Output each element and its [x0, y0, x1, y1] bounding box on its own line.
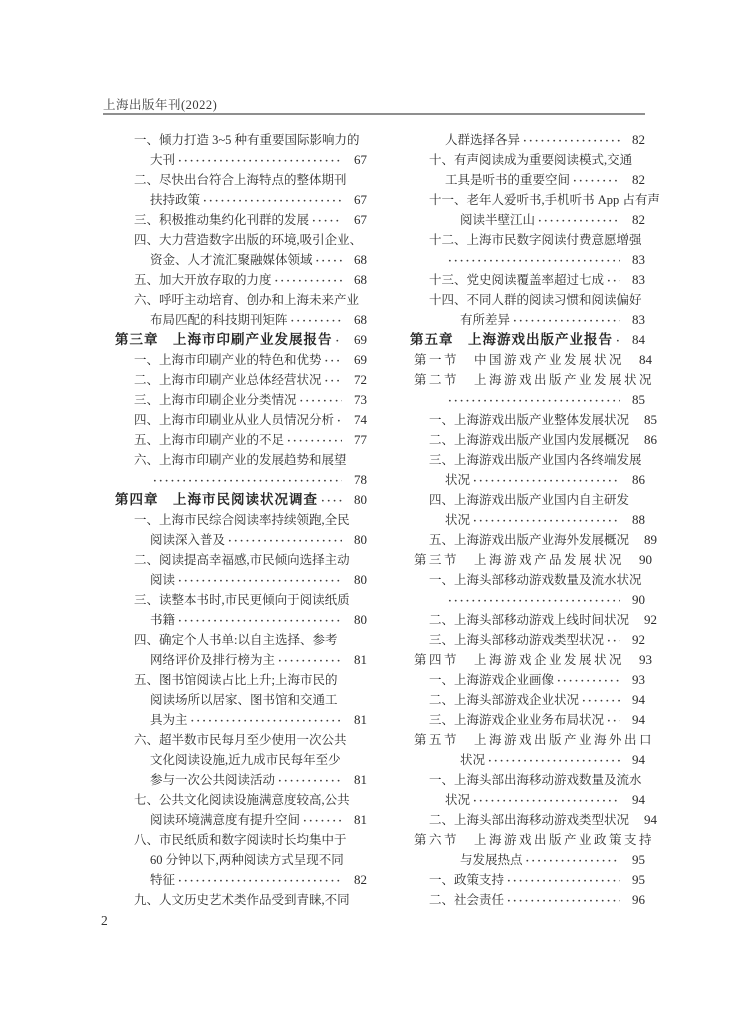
toc-page-number: 96: [632, 892, 645, 907]
toc-entry-text: 资金、人才流汇聚融媒体领域: [150, 253, 313, 267]
toc-line: [398, 810, 658, 830]
dot-leader: [448, 250, 620, 270]
toc-page-number: 68: [354, 272, 367, 287]
toc-line: [103, 150, 367, 170]
toc-entry-text: 网络评价及排行榜为主: [150, 653, 276, 667]
toc-line: [103, 750, 367, 770]
toc-line: [103, 170, 367, 190]
toc-line: [398, 210, 645, 230]
dot-leader: [507, 870, 620, 890]
toc-entry-text: 二、上海头部移动游戏上线时间状况: [429, 613, 630, 627]
dot-leader: [203, 190, 342, 210]
toc-line: [103, 270, 367, 290]
toc-entry-text: 一、上海市民综合阅读率持续领跑,全民: [134, 513, 350, 527]
toc-page-number: 78: [354, 472, 367, 487]
toc-line: [398, 890, 645, 910]
toc-entry-text: 五、图书馆阅读占比上升;上海市民的: [134, 673, 338, 687]
dot-leader: [325, 350, 342, 370]
toc-page-number: 86: [632, 472, 645, 487]
toc-line: [398, 130, 645, 150]
toc-line: [103, 290, 367, 310]
toc-entry-text: 二、阅读提高幸福感,市民倾向选择主动: [134, 553, 350, 567]
toc-entry-text: 状况: [445, 793, 471, 807]
toc-entry-text: 二、尽快出台符合上海特点的整体期刊: [134, 173, 347, 187]
toc-entry-text: 阅读半壁江山: [460, 213, 536, 227]
toc-page-number: 94: [632, 692, 645, 707]
toc-line: [398, 450, 645, 470]
toc-line: [398, 470, 645, 490]
toc-entry-text: 第一节 中国游戏产业发展状况: [414, 353, 625, 367]
table-of-contents: [103, 130, 660, 910]
toc-page-number: 80: [354, 572, 367, 587]
toc-page-number: 83: [632, 252, 645, 267]
toc-page-number: 94: [632, 792, 645, 807]
toc-line: [398, 690, 645, 710]
dot-leader: [607, 710, 620, 730]
toc-line: [103, 630, 367, 650]
toc-page-number: 92: [644, 612, 658, 627]
toc-page-number: 92: [632, 632, 645, 647]
toc-entry-text: 一、倾力打造 3~5 种有重要国际影响力的: [134, 133, 360, 147]
toc-line: [103, 590, 367, 610]
dot-leader: [573, 170, 620, 190]
toc-line: [103, 210, 367, 230]
toc-line: [103, 790, 367, 810]
toc-page-number: 68: [354, 312, 367, 327]
toc-entry-text: 二、上海游戏出版产业国内发展概况: [429, 433, 630, 447]
toc-page-number: 80: [354, 532, 367, 547]
toc-line: [398, 830, 655, 850]
toc-entry-text: 十二、上海市民数字阅读付费意愿增强: [429, 233, 642, 247]
toc-line: [103, 890, 367, 910]
toc-line: [398, 790, 645, 810]
dot-leader: [488, 750, 620, 770]
toc-entry-text: 一、政策支持: [429, 873, 505, 887]
toc-line: [398, 490, 645, 510]
toc-entry-text: 五、上海游戏出版产业海外发展概况: [429, 533, 630, 547]
dot-leader: [312, 210, 342, 230]
toc-page-number: 74: [354, 412, 367, 427]
toc-entry-text: 四、大力营造数字出版的环境,吸引企业、: [134, 233, 363, 247]
toc-page-number: 83: [632, 312, 645, 327]
toc-entry-text: 第五节 上海游戏出版产业海外出口: [414, 733, 655, 747]
toc-entry-text: 阅读深入普及: [150, 533, 226, 547]
toc-entry-text: 人群选择各异: [445, 133, 521, 147]
toc-entry-text: 第三节 上海游戏产品发展状况: [414, 553, 625, 567]
toc-entry-text: 三、读整本书时,市民更倾向于阅读纸质: [134, 593, 350, 607]
toc-line: [398, 310, 645, 330]
toc-entry-text: 布局匹配的科技期刊矩阵: [150, 313, 288, 327]
dot-leader: [191, 710, 342, 730]
toc-page-number: 95: [632, 852, 645, 867]
toc-line: [103, 190, 367, 210]
dot-leader: [275, 270, 342, 290]
dot-leader: [153, 470, 342, 490]
toc-page-number: 67: [354, 152, 367, 167]
toc-line: [103, 810, 367, 830]
toc-line: [103, 730, 367, 750]
toc-line: [398, 850, 645, 870]
toc-line: [103, 510, 367, 530]
toc-entry-text: 六、上海市印刷产业的发展趋势和展望: [134, 453, 347, 467]
dot-leader: [582, 690, 620, 710]
dot-leader: [526, 850, 620, 870]
toc-entry-text: 特征: [150, 873, 176, 887]
toc-column-right: [398, 130, 660, 910]
dot-leader: [278, 770, 342, 790]
toc-entry-text: 五、上海市印刷产业的不足: [134, 433, 285, 447]
toc-entry-text: 六、呼吁主动培育、创办和上海未来产业: [134, 293, 360, 307]
dot-leader: [303, 810, 342, 830]
toc-entry-text: 一、上海游戏出版产业整体发展状况: [429, 413, 630, 427]
toc-entry-text: 一、上海头部移动游戏数量及流水状况: [429, 573, 642, 587]
toc-line: [103, 330, 367, 350]
toc-page-number: 77: [354, 432, 367, 447]
dot-leader: [507, 890, 620, 910]
toc-line: [103, 250, 367, 270]
toc-line: [103, 770, 367, 790]
toc-line: [103, 350, 367, 370]
toc-entry-text: 扶持政策: [150, 193, 201, 207]
toc-page-number: 86: [644, 432, 658, 447]
toc-entry-text: 十一、老年人爱听书,手机听书 App 占有声: [429, 193, 660, 207]
dot-leader: [178, 150, 342, 170]
toc-page-number: 95: [632, 872, 645, 887]
toc-line: [103, 390, 367, 410]
toc-line: [103, 570, 367, 590]
dot-leader: [287, 430, 342, 450]
toc-page-number: 81: [354, 812, 367, 827]
toc-page-number: 90: [632, 592, 645, 607]
toc-page-number: 80: [354, 612, 367, 627]
toc-page-number: 73: [354, 392, 367, 407]
toc-page-number: 81: [354, 772, 367, 787]
dot-leader: [228, 530, 342, 550]
toc-entry-text: 文化阅读设施,近九成市民每年至少: [150, 753, 341, 767]
toc-line: [103, 130, 367, 150]
header-rule: [103, 113, 645, 115]
toc-page-number: 82: [632, 172, 645, 187]
toc-line: [103, 430, 367, 450]
toc-entry-text: 六、超半数市民每月至少使用一次公共: [134, 733, 347, 747]
toc-page-number: 81: [354, 712, 367, 727]
toc-line: [398, 670, 645, 690]
toc-line: [103, 610, 367, 630]
toc-page-number: 82: [354, 872, 367, 887]
toc-entry-text: 三、上海游戏出版产业国内各终端发展: [429, 453, 642, 467]
toc-entry-text: 四、上海市印刷业从业人员情况分析: [134, 413, 335, 427]
toc-line: [103, 530, 367, 550]
dot-leader: [448, 590, 620, 610]
toc-line: [103, 230, 367, 250]
toc-page-number: 89: [644, 532, 658, 547]
toc-entry-text: 大刊: [150, 153, 176, 167]
toc-entry-text: 三、上海头部移动游戏类型状况: [429, 633, 605, 647]
dot-leader: [513, 310, 620, 330]
toc-line: [398, 590, 645, 610]
toc-page-number: 82: [632, 212, 645, 227]
toc-page-number: 72: [354, 372, 367, 387]
toc-entry-text: 第四节 上海游戏企业发展状况: [414, 653, 625, 667]
toc-line: [103, 550, 367, 570]
toc-page-number: 85: [644, 412, 658, 427]
toc-page-number: 94: [644, 812, 658, 827]
dot-leader: [300, 390, 342, 410]
toc-page-number: 93: [632, 672, 645, 687]
toc-entry-text: 第六节 上海游戏出版产业政策支持: [414, 833, 655, 847]
toc-line: [103, 830, 367, 850]
toc-line: [103, 490, 367, 510]
running-head: 上海出版年刊(2022): [103, 98, 218, 112]
toc-page-number: 69: [354, 352, 367, 367]
toc-line: [398, 710, 645, 730]
toc-line: [398, 150, 645, 170]
toc-line: [398, 350, 653, 370]
toc-entry-text: 状况: [460, 753, 486, 767]
toc-page-number: 67: [354, 192, 367, 207]
toc-line: [103, 650, 367, 670]
toc-entry-text: 状况: [445, 513, 471, 527]
toc-entry-text: 参与一次公共阅读活动: [150, 773, 276, 787]
toc-line: [398, 610, 658, 630]
toc-line: [398, 550, 653, 570]
toc-line: [103, 470, 367, 490]
dot-leader: [278, 650, 342, 670]
toc-entry-text: 二、上海头部游戏企业状况: [429, 693, 580, 707]
toc-line: [398, 190, 660, 210]
toc-line: [398, 170, 645, 190]
toc-entry-text: 第五章 上海游戏出版产业报告: [410, 332, 613, 347]
toc-page-number: 94: [632, 712, 645, 727]
toc-entry-text: 七、公共文化阅读设施满意度较高,公共: [134, 793, 350, 807]
toc-line: [398, 290, 645, 310]
toc-line: [103, 310, 367, 330]
toc-entry-text: 阅读环境满意度有提升空间: [150, 813, 301, 827]
toc-line: [398, 370, 655, 390]
toc-line: [103, 850, 367, 870]
toc-line: [103, 450, 367, 470]
toc-page-number: 94: [632, 752, 645, 767]
toc-entry-text: 第二节 上海游戏出版产业发展状况: [414, 373, 655, 387]
toc-entry-text: 十四、不同人群的阅读习惯和阅读偏好: [429, 293, 642, 307]
toc-entry-text: 四、上海游戏出版产业国内自主研发: [429, 493, 630, 507]
dot-leader: [336, 330, 343, 350]
toc-entry-text: 具为主: [150, 713, 188, 727]
toc-page-number: 85: [632, 392, 645, 407]
toc-entry-text: 第四章 上海市民阅读状况调查: [115, 492, 318, 507]
toc-entry-text: 工具是听书的重要空间: [445, 173, 571, 187]
toc-line: [398, 770, 645, 790]
toc-page-number: 80: [354, 492, 367, 507]
dot-leader: [325, 370, 342, 390]
toc-page-number: 84: [639, 352, 653, 367]
toc-entry-text: 四、确定个人书单:以自主选择、参考: [134, 633, 338, 647]
toc-entry-text: 一、上海市印刷产业的特色和优势: [134, 353, 322, 367]
toc-entry-text: 十、有声阅读成为重要阅读模式,交通: [429, 153, 633, 167]
toc-line: [398, 750, 645, 770]
toc-line: [398, 870, 645, 890]
dot-leader: [607, 630, 620, 650]
toc-line: [103, 870, 367, 890]
toc-entry-text: 二、社会责任: [429, 893, 505, 907]
dot-leader: [616, 330, 620, 350]
toc-entry-text: 十三、党史阅读覆盖率超过七成: [429, 273, 605, 287]
toc-entry-text: 有所差异: [460, 313, 511, 327]
toc-entry-text: 三、积极推动集约化刊群的发展: [134, 213, 310, 227]
toc-entry-text: 三、上海游戏企业业务布局状况: [429, 713, 605, 727]
dot-leader: [291, 310, 342, 330]
toc-line: [398, 530, 658, 550]
dot-leader: [178, 870, 342, 890]
dot-leader: [337, 410, 342, 430]
toc-line: [103, 670, 367, 690]
dot-leader: [178, 610, 342, 630]
toc-page-number: 93: [639, 652, 653, 667]
toc-page-number: 84: [632, 332, 645, 347]
dot-leader: [607, 270, 620, 290]
toc-line: [398, 250, 645, 270]
toc-line: [398, 390, 645, 410]
dot-leader: [523, 130, 620, 150]
toc-page-number: 83: [632, 272, 645, 287]
dot-leader: [473, 510, 620, 530]
dot-leader: [178, 570, 342, 590]
toc-line: [398, 510, 645, 530]
dot-leader: [473, 790, 620, 810]
toc-page-number: 67: [354, 212, 367, 227]
toc-entry-text: 状况: [445, 473, 471, 487]
toc-line: [398, 430, 658, 450]
toc-line: [398, 330, 645, 350]
toc-entry-text: 60 分钟以下,两种阅读方式呈现不同: [150, 853, 344, 867]
toc-line: [103, 370, 367, 390]
dot-leader: [448, 390, 620, 410]
toc-page-number: 82: [632, 132, 645, 147]
toc-page-number: 68: [354, 252, 367, 267]
toc-line: [398, 730, 655, 750]
toc-entry-text: 一、上海游戏企业画像: [429, 673, 555, 687]
toc-line: [398, 410, 658, 430]
toc-entry-text: 书籍: [150, 613, 176, 627]
toc-entry-text: 第三章 上海市印刷产业发展报告: [115, 332, 333, 347]
toc-entry-text: 二、上海头部出海移动游戏类型状况: [429, 813, 630, 827]
toc-entry-text: 阅读场所以居家、图书馆和交通工: [150, 693, 338, 707]
toc-line: [398, 570, 645, 590]
dot-leader: [321, 490, 342, 510]
dot-leader: [557, 670, 620, 690]
toc-entry-text: 三、上海市印刷企业分类情况: [134, 393, 297, 407]
toc-entry-text: 阅读: [150, 573, 176, 587]
dot-leader: [538, 210, 620, 230]
toc-line: [398, 630, 645, 650]
toc-line: [103, 710, 367, 730]
toc-entry-text: 一、上海头部出海移动游戏数量及流水: [429, 773, 642, 787]
toc-page-number: 88: [632, 512, 645, 527]
toc-line: [398, 230, 645, 250]
toc-line: [398, 650, 653, 670]
toc-line: [103, 410, 367, 430]
toc-column-left: [103, 130, 367, 910]
toc-entry-text: 五、加大开放存取的力度: [134, 273, 272, 287]
dot-leader: [316, 250, 342, 270]
page-folio: 2: [101, 913, 108, 928]
toc-page-number: 81: [354, 652, 367, 667]
toc-page-number: 69: [354, 332, 367, 347]
toc-entry-text: 八、市民纸质和数字阅读时长均集中于: [134, 833, 347, 847]
dot-leader: [473, 470, 620, 490]
toc-entry-text: 九、人文历史艺术类作品受到青睐,不同: [134, 893, 350, 907]
toc-page-number: 90: [639, 552, 653, 567]
toc-line: [398, 270, 645, 290]
toc-entry-text: 二、上海市印刷产业总体经营状况: [134, 373, 322, 387]
toc-line: [103, 690, 367, 710]
toc-entry-text: 与发展热点: [460, 853, 523, 867]
